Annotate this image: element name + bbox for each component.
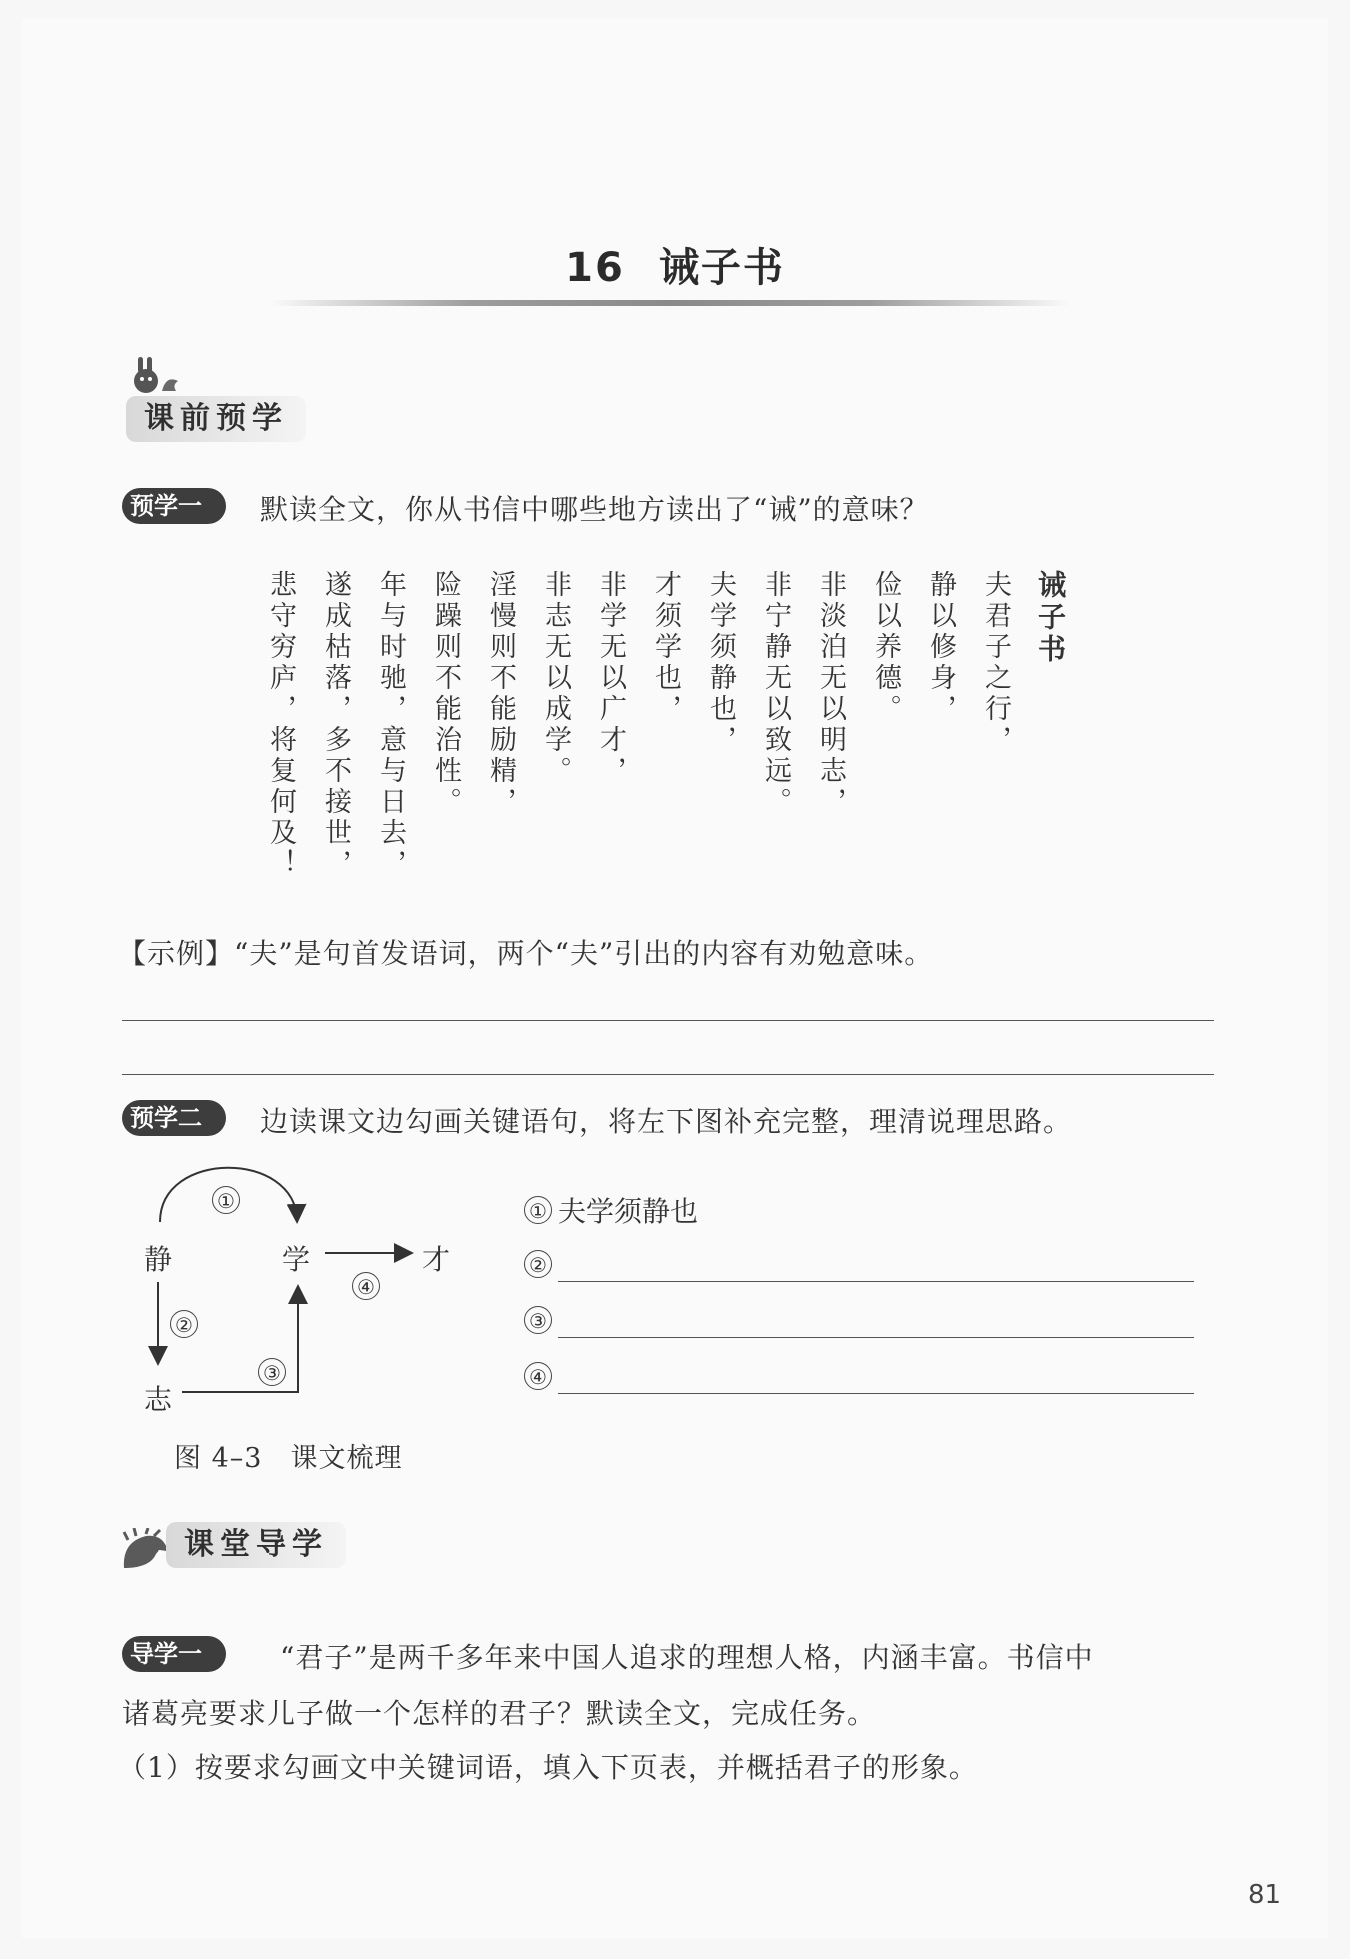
task3-line-2: 诸葛亮要求儿子做一个怎样的君子？默读全文，完成任务。 <box>122 1697 877 1730</box>
answer-row-2[interactable] <box>524 1244 1194 1284</box>
task1-question: 默读全文，你从书信中哪些地方读出了“诫”的意味？ <box>260 493 929 526</box>
answer-marker: ① <box>524 1196 552 1224</box>
lesson-name: 诫子书 <box>658 245 785 291</box>
diagram-arrows <box>120 1160 480 1420</box>
section-header-preview-label: 课前预学 <box>144 401 288 436</box>
task-badge-preview-1-label: 预学一 <box>130 492 202 520</box>
poem-column: 俭以养德。 <box>870 570 901 725</box>
task2-question: 边读课文边勾画关键语句，将左下图补充完整，理清说理思路。 <box>260 1105 1073 1138</box>
poem-column: 夫君子之行， <box>980 570 1011 756</box>
poem-column: 非学无以广才， <box>595 570 626 787</box>
answer-blank[interactable] <box>558 1337 1194 1338</box>
task-badge-preview-1 <box>122 488 226 524</box>
node-xue: 学 <box>282 1243 311 1276</box>
poem-column: 悲守穷庐，将复何及！ <box>265 570 296 880</box>
poem-column: 夫学须静也， <box>705 570 736 756</box>
answer-row-4[interactable] <box>524 1356 1194 1396</box>
poem-column: 非淡泊无以明志， <box>815 570 846 818</box>
task3-line-1: “君子”是两千多年来中国人追求的理想人格，内涵丰富。书信中 <box>280 1641 1094 1674</box>
node-zhi: 志 <box>144 1383 173 1416</box>
poem-column: 静以修身， <box>925 570 956 725</box>
rabbit-icon <box>132 355 184 395</box>
answer-line[interactable] <box>122 1074 1214 1075</box>
section-header-classroom-label: 课堂导学 <box>184 1527 328 1562</box>
answer-row-1 <box>524 1190 1194 1230</box>
answer-blank[interactable] <box>558 1393 1194 1394</box>
marker-1: ① <box>212 1186 240 1214</box>
task-badge-preview-2 <box>122 1100 226 1136</box>
section-header-classroom <box>166 1522 346 1568</box>
title-underline <box>270 300 1070 306</box>
task3-line-3: （1）按要求勾画文中关键词语，填入下页表，并概括君子的形象。 <box>118 1751 978 1784</box>
task-badge-guide-1-label: 导学一 <box>130 1640 202 1668</box>
marker-3: ③ <box>258 1358 286 1386</box>
answer-text: 夫学须静也 <box>558 1195 699 1228</box>
node-cai: 才 <box>422 1243 451 1276</box>
poem-column: 才须学也， <box>650 570 681 725</box>
task-badge-preview-2-label: 预学二 <box>130 1104 202 1132</box>
hedgehog-icon <box>120 1528 172 1576</box>
section-header-preview <box>126 396 306 442</box>
reasoning-diagram <box>120 1160 480 1420</box>
poem-column: 非宁静无以致远。 <box>760 570 791 818</box>
answer-blank[interactable] <box>558 1281 1194 1282</box>
lesson-title <box>0 236 1350 293</box>
poem-column: 年与时驰，意与日去， <box>375 570 406 880</box>
marker-2: ② <box>170 1310 198 1338</box>
poem-column: 遂成枯落，多不接世， <box>320 570 351 880</box>
poem-column: 险躁则不能治性。 <box>430 570 461 818</box>
poem-column: 非志无以成学。 <box>540 570 571 787</box>
poem-title: 诫子书 <box>1034 570 1067 666</box>
answer-line[interactable] <box>122 1020 1214 1021</box>
node-jing: 静 <box>144 1243 173 1276</box>
poem-column: 淫慢则不能励精， <box>485 570 516 818</box>
answer-marker: ④ <box>524 1362 552 1390</box>
answer-row-3[interactable] <box>524 1300 1194 1340</box>
poem-text <box>258 570 1078 910</box>
lesson-number: 16 <box>565 245 625 291</box>
answer-marker: ③ <box>524 1306 552 1334</box>
figure-caption: 图 4–3 课文梳理 <box>174 1443 403 1474</box>
task-badge-guide-1 <box>122 1636 226 1672</box>
answer-marker: ② <box>524 1250 552 1278</box>
page-number: 81 <box>1248 1880 1282 1910</box>
task1-example: 【示例】“夫”是句首发语词，两个“夫”引出的内容有劝勉意味。 <box>118 937 934 970</box>
marker-4: ④ <box>352 1272 380 1300</box>
